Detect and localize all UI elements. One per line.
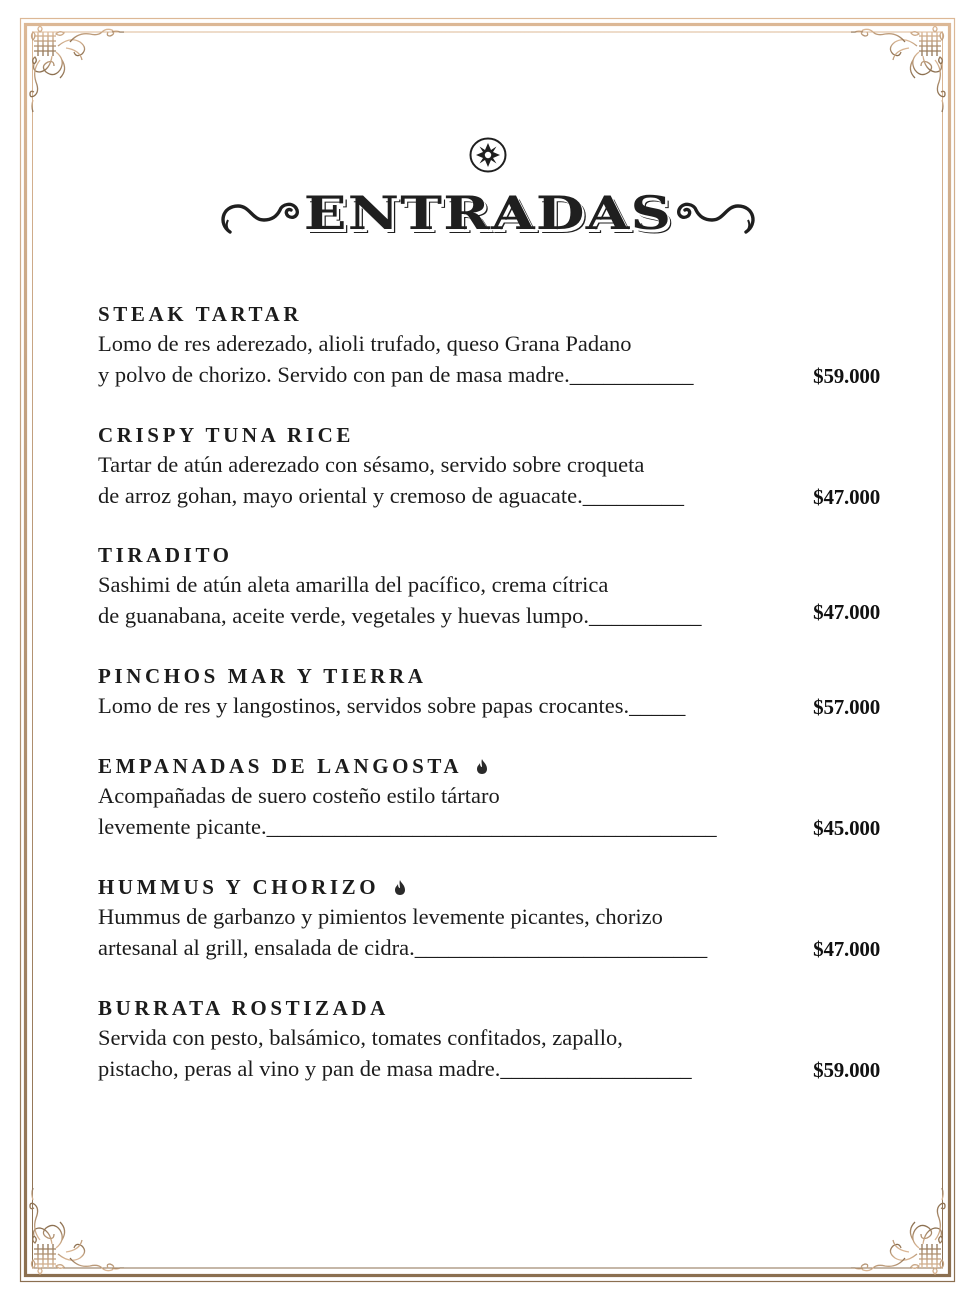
corner-ornament-bottom-right — [851, 1188, 945, 1274]
item-price: $47.000 — [813, 600, 880, 624]
section-header — [216, 186, 760, 242]
item-name: EMPANADAS DE LANGOSTA — [98, 754, 462, 778]
item-description-line1: Sashimi de atún aleta amarilla del pacífico, crema cítrica — [98, 572, 609, 597]
item-name: PINCHOS MAR Y TIERRA — [98, 664, 427, 688]
flourish-swirl-icon — [674, 194, 760, 236]
item-price: $47.000 — [813, 485, 880, 509]
item-name: TIRADITO — [98, 543, 233, 567]
item-description-line2: de guanabana, aceite verde, vegetales y huevas lumpo.__________ — [98, 603, 702, 628]
page-title: ENTRADAS — [303, 186, 673, 240]
menu-item — [98, 421, 880, 511]
item-price: $59.000 — [813, 1058, 880, 1082]
item-name: CRISPY TUNA RICE — [98, 423, 354, 447]
item-price: $45.000 — [813, 816, 880, 840]
star-compass-icon — [468, 136, 508, 174]
corner-ornament-bottom-left — [30, 1188, 124, 1274]
item-description-line1: Acompañadas de suero costeño estilo tártaro — [98, 783, 500, 808]
item-price: $47.000 — [813, 937, 880, 961]
corner-ornament-top-right — [851, 26, 945, 112]
item-price: $59.000 — [813, 364, 880, 388]
chili-flame-icon — [394, 880, 406, 895]
item-description-line2: pistacho, peras al vino y pan de masa madre._________________ — [98, 1056, 692, 1081]
item-price: $57.000 — [813, 695, 880, 719]
item-description-line2: y polvo de chorizo. Servido con pan de masa madre.___________ — [98, 362, 694, 387]
menu-item — [98, 994, 880, 1084]
item-description-line1: Tartar de atún aderezado con sésamo, servido sobre croqueta — [98, 452, 645, 477]
menu-item — [98, 662, 880, 721]
menu-item — [98, 541, 880, 631]
item-description-line1: Lomo de res aderezado, alioli trufado, queso Grana Padano — [98, 331, 632, 356]
menu-item — [98, 752, 880, 842]
item-description-line1: Hummus de garbanzo y pimientos levemente picantes, chorizo — [98, 904, 663, 929]
item-name: STEAK TARTAR — [98, 302, 303, 326]
corner-ornament-top-left — [30, 26, 124, 112]
chili-flame-icon — [476, 759, 488, 774]
menu-item — [98, 300, 880, 390]
item-description-line2: levemente picante.________________________________________ — [98, 814, 717, 839]
item-description-line2: de arroz gohan, mayo oriental y cremoso de aguacate._________ — [98, 483, 685, 508]
item-name: HUMMUS Y CHORIZO — [98, 875, 380, 899]
item-description-line2: artesanal al grill, ensalada de cidra.__________________________ — [98, 935, 708, 960]
item-description-line1: Lomo de res y langostinos, servidos sobre papas crocantes._____ — [98, 693, 686, 718]
item-description-line1: Servida con pesto, balsámico, tomates confitados, zapallo, — [98, 1025, 623, 1050]
menu-item — [98, 873, 880, 963]
item-name: BURRATA ROSTIZADA — [98, 996, 389, 1020]
